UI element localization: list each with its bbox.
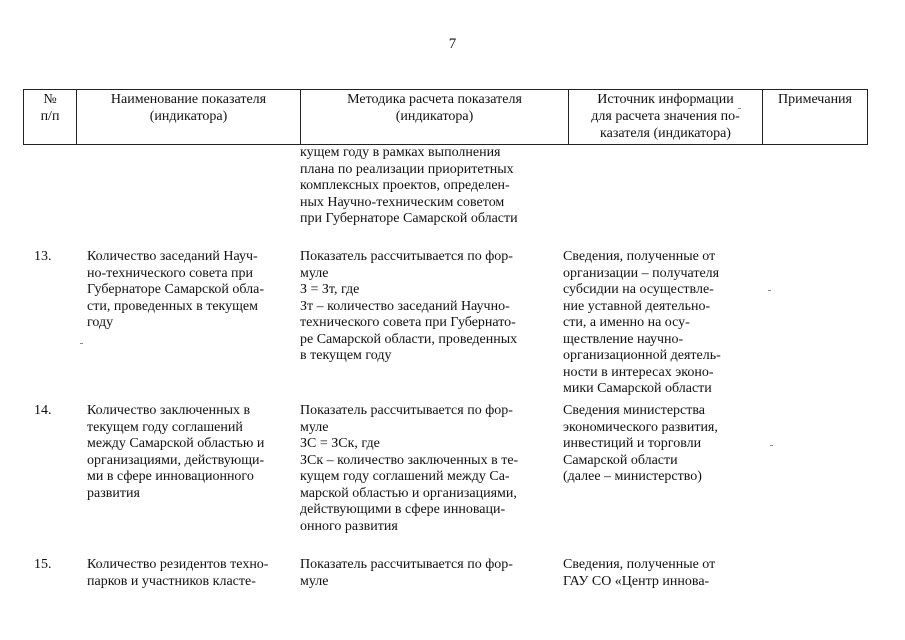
row-14-information-source: Сведения министерства экономического развития, инвестиций и торговли Самарской области (далее – министерство) [563,403,718,484]
header-calculation-method: Методика расчета показателя (индикатора) [301,90,569,145]
row-13-information-source: Сведения, полученные от организации – получателя субсидии на осуществле- ние уставной деятельно- сти, а именно на осу- ществление научно- организационной деятель- ности в интересах эконо- мики Самарской области [563,249,721,396]
scan-speck [80,343,83,344]
table-header [23,89,868,145]
row-15-calculation-method: Показатель рассчитывается по фор- муле [300,557,513,589]
scan-speck [768,290,771,291]
row-13-calculation-method: Показатель рассчитывается по фор- муле З = Зт, где Зт – количество заседаний Научно- технического совета при Губернато- ре Самарской области, проведенных в текущем году [300,249,518,363]
row-15-information-source: Сведения, полученные от ГАУ СО «Центр иннова- [563,557,716,589]
continuation-method-text: кущем году в рамках выполнения плана по реализации приоритетных комплексных проектов, определен- ных Научно-техническим советом при Губернаторе Самарской области [300,145,518,226]
row-13-number: 13. [34,249,52,264]
scan-speck [738,108,741,109]
header-information-source: Источник информации для расчета значения по- казателя (индикатора) [569,90,763,145]
header-number: № п/п [24,90,77,145]
row-15-indicator-name: Количество резидентов техно- парков и участников класте- [87,557,269,589]
row-14-indicator-name: Количество заключенных в текущем году соглашений между Самарской областью и организациями, действующи- ми в сфере инновационного развития [87,403,265,501]
header-notes: Примечания [763,90,868,145]
row-13-indicator-name: Количество заседаний Науч- но-технического совета при Губернаторе Самарской обла- сти, проведенных в текущем году [87,249,264,330]
header-row [24,90,868,145]
row-14-calculation-method: Показатель рассчитывается по фор- муле ЗС = ЗСк, где ЗСк – количество заключенных в те- кущем году соглашений между Са- марской областью и организациями, действующими в сфере инноваци- онного развития [300,403,519,534]
header-indicator-name: Наименование показателя (индикатора) [77,90,301,145]
scan-speck [770,445,773,446]
row-14-number: 14. [34,403,52,418]
page-number: 7 [448,36,457,52]
row-15-number: 15. [34,557,52,572]
